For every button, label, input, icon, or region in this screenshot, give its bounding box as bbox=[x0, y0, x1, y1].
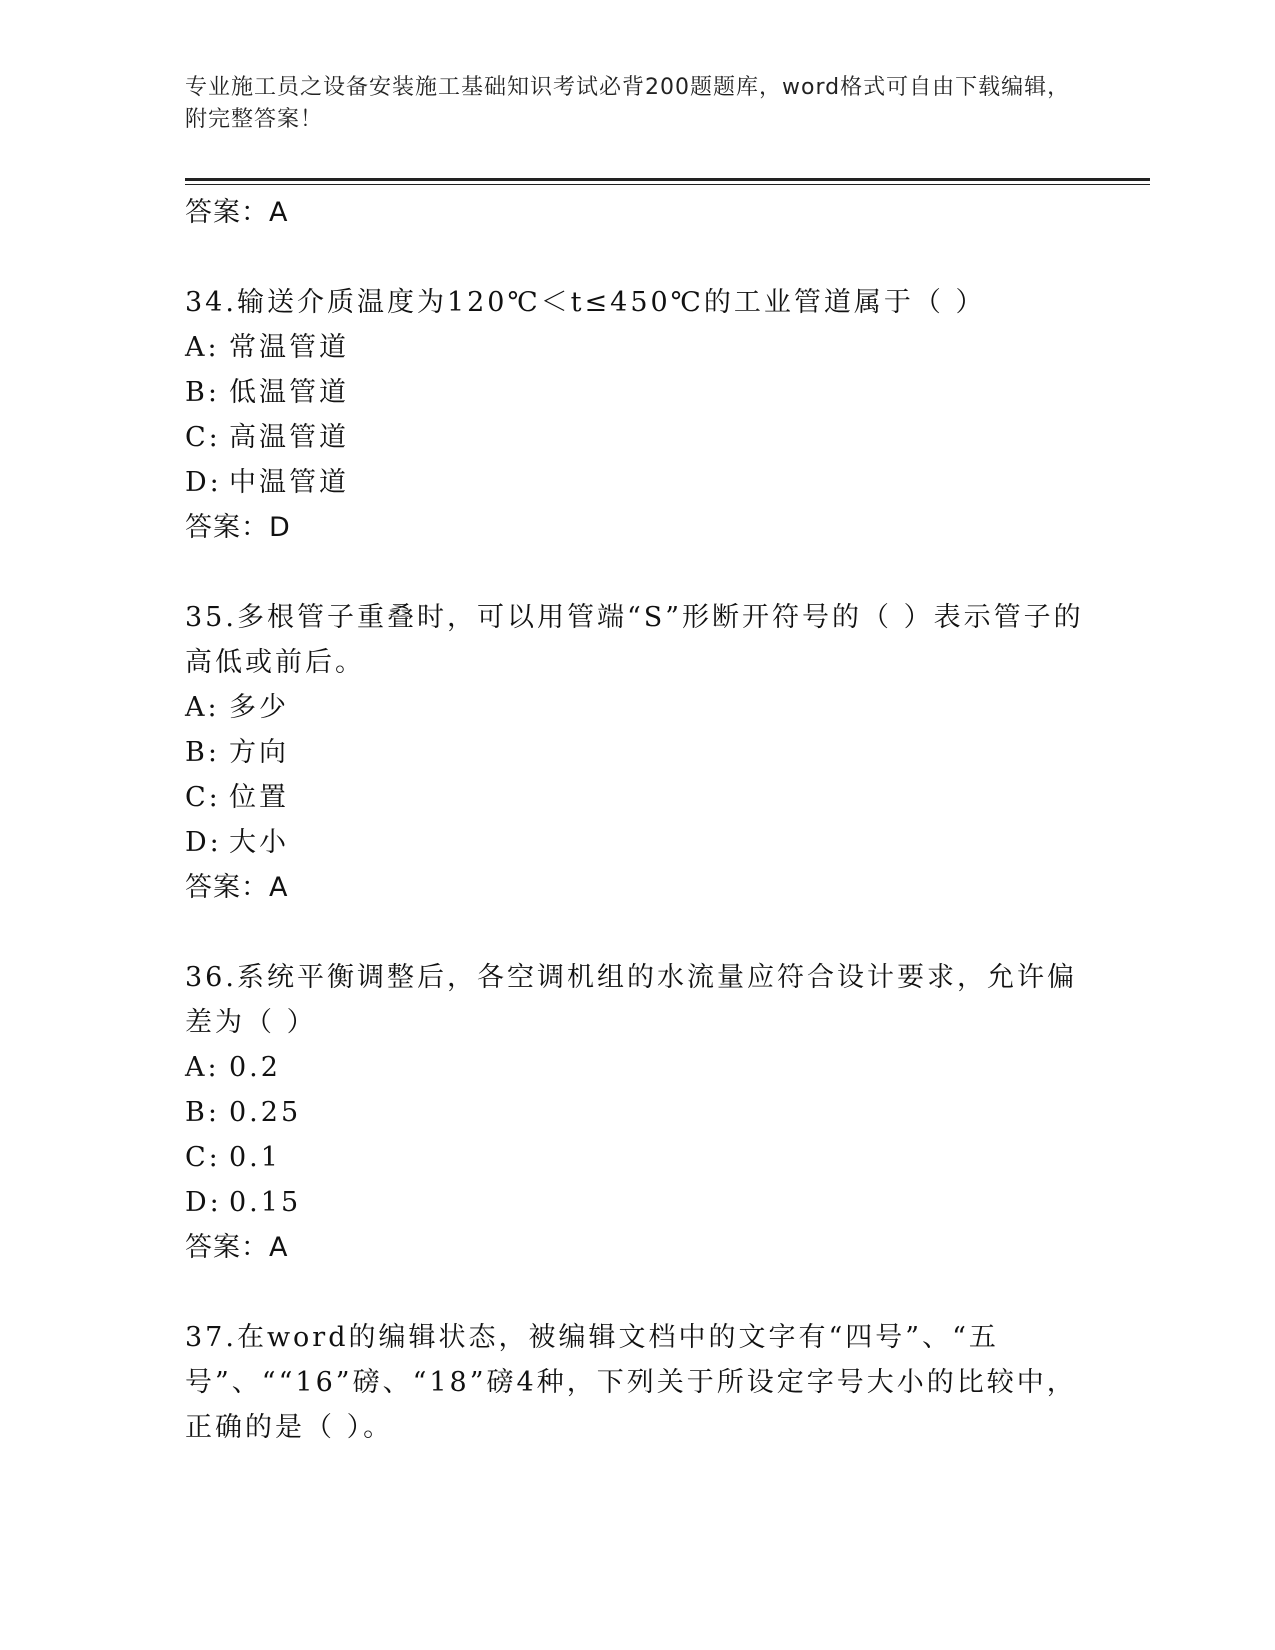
option-text: 方向 bbox=[229, 737, 289, 768]
header-rule-thin bbox=[185, 184, 1150, 185]
answer-option bbox=[185, 1180, 1085, 1225]
option-text: 0.2 bbox=[229, 1052, 281, 1083]
option-letter: C: bbox=[185, 1142, 221, 1173]
question-block bbox=[185, 595, 1085, 911]
answer-option bbox=[185, 1135, 1085, 1180]
header-rule-thick bbox=[185, 178, 1150, 181]
option-text: 低温管道 bbox=[229, 377, 349, 408]
option-text: 中温管道 bbox=[229, 467, 349, 498]
option-text: 位置 bbox=[229, 782, 289, 813]
option-text: 0.15 bbox=[229, 1187, 302, 1218]
answer-option bbox=[185, 730, 1085, 775]
question-text: 34.输送介质温度为120℃＜t≤450℃的工业管道属于（ ） bbox=[185, 287, 986, 318]
option-text: 0.1 bbox=[229, 1142, 281, 1173]
question-list bbox=[185, 190, 1085, 1450]
answer-option bbox=[185, 1090, 1085, 1135]
question-block bbox=[185, 280, 1085, 551]
page-header-title: 专业施工员之设备安装施工基础知识考试必背200题题库，word格式可自由下载编辑，附完整答案！ bbox=[185, 75, 1071, 132]
option-letter: C: bbox=[185, 422, 221, 453]
questions-container bbox=[185, 280, 1085, 1450]
previous-answer: 答案：A bbox=[185, 197, 289, 228]
option-letter: B: bbox=[185, 377, 220, 408]
answer-option bbox=[185, 1045, 1085, 1090]
option-text: 多少 bbox=[229, 692, 289, 723]
question-text: 36.系统平衡调整后，各空调机组的水流量应符合设计要求，允许偏差为（ ） bbox=[185, 962, 1077, 1038]
option-text: 0.25 bbox=[229, 1097, 302, 1128]
option-letter: A: bbox=[185, 1052, 220, 1083]
answer-key: 答案：A bbox=[185, 872, 289, 903]
option-letter: D: bbox=[185, 467, 222, 498]
option-text: 大小 bbox=[229, 827, 289, 858]
answer-option bbox=[185, 325, 1085, 370]
answer-key: 答案：D bbox=[185, 512, 291, 543]
question-block bbox=[185, 955, 1085, 1271]
option-text: 常温管道 bbox=[229, 332, 349, 363]
option-letter: B: bbox=[185, 1097, 220, 1128]
option-letter: C: bbox=[185, 782, 221, 813]
answer-option bbox=[185, 685, 1085, 730]
answer-option bbox=[185, 370, 1085, 415]
option-letter: D: bbox=[185, 827, 222, 858]
question-block bbox=[185, 1315, 1085, 1450]
answer-option bbox=[185, 775, 1085, 820]
answer-option bbox=[185, 460, 1085, 505]
option-text: 高温管道 bbox=[229, 422, 349, 453]
option-letter: B: bbox=[185, 737, 220, 768]
answer-option bbox=[185, 415, 1085, 460]
answer-key: 答案：A bbox=[185, 1232, 289, 1263]
question-text: 37.在word的编辑状态，被编辑文档中的文字有“四号”、“五号”、““16”磅、“18”磅4种，下列关于所设定字号大小的比较中，正确的是（ ）。 bbox=[185, 1322, 1077, 1443]
option-letter: A: bbox=[185, 692, 220, 723]
question-text: 35.多根管子重叠时，可以用管端“S”形断开符号的（ ）表示管子的高低或前后。 bbox=[185, 602, 1084, 678]
option-letter: D: bbox=[185, 1187, 222, 1218]
option-letter: A: bbox=[185, 332, 220, 363]
answer-option bbox=[185, 820, 1085, 865]
